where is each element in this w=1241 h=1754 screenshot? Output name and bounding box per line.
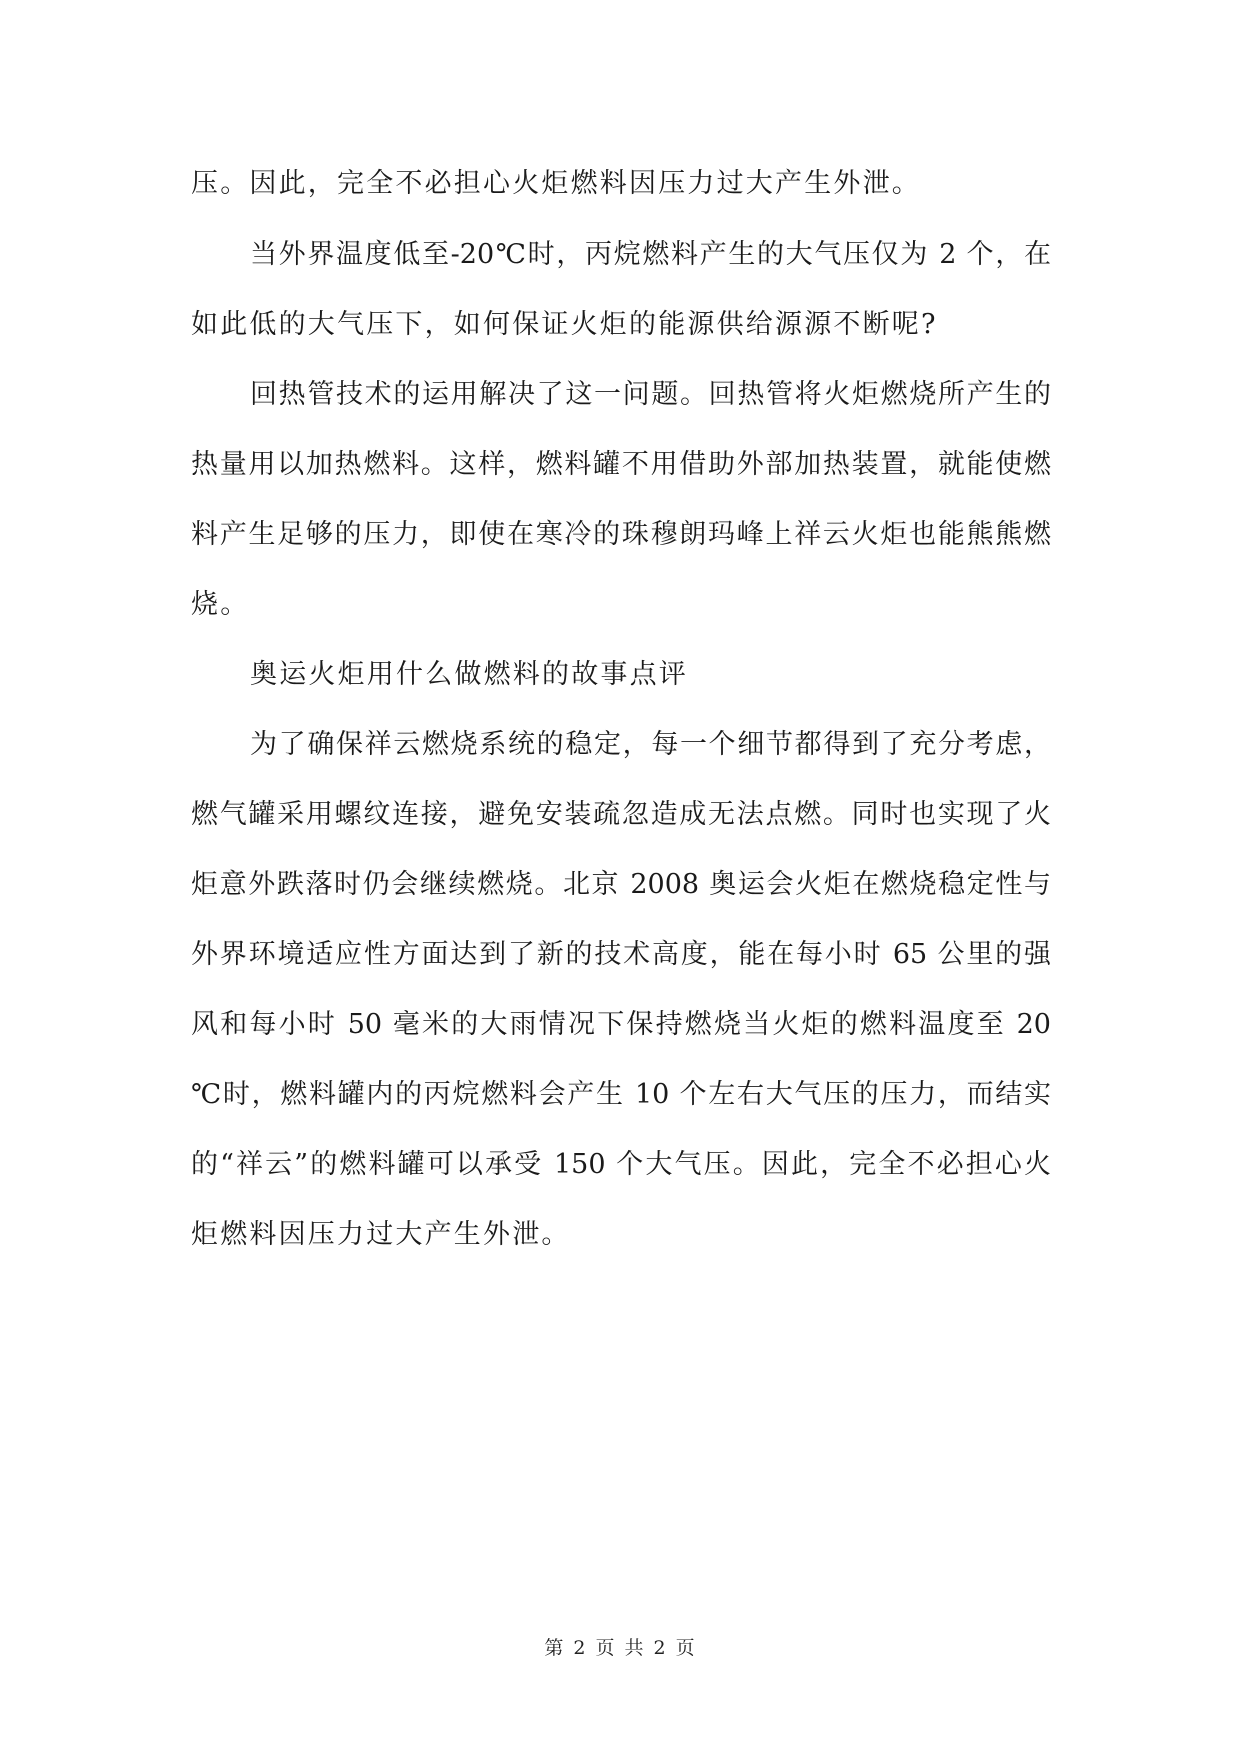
text-line: 压。因此，完全不必担心火炬燃料因压力过大产生外泄。 [191,168,921,199]
text-line: 的“祥云”的燃料罐可以承受 150 个大气压。因此，完全不必担心火 [191,1149,1051,1180]
text-line: 当外界温度低至-20℃时，丙烷燃料产生的大气压仅为 2 个，在 [250,239,1051,270]
text-line: 炬燃料因压力过大产生外泄。 [191,1219,571,1250]
text-line: 燃气罐采用螺纹连接，避免安装疏忽造成无法点燃。同时也实现了火 [191,799,1051,830]
text-line: 风和每小时 50 毫米的大雨情况下保持燃烧当火炬的燃料温度至 20 [191,1009,1051,1040]
text-line: 为了确保祥云燃烧系统的稳定，每一个细节都得到了充分考虑， [250,729,1051,760]
text-line: 回热管技术的运用解决了这一问题。回热管将火炬燃烧所产生的 [250,379,1051,410]
text-line: 烧。 [191,589,250,620]
section-heading: 奥运火炬用什么做燃料的故事点评 [250,659,688,690]
text-line: ℃时，燃料罐内的丙烷燃料会产生 10 个左右大气压的压力，而结实 [191,1079,1051,1110]
text-line: 料产生足够的压力，即使在寒冷的珠穆朗玛峰上祥云火炬也能熊熊燃 [191,519,1051,550]
text-line: 如此低的大气压下，如何保证火炬的能源供给源源不断呢? [191,309,938,340]
page-number-footer: 第 2 页 共 2 页 [544,1637,697,1659]
text-line: 炬意外跌落时仍会继续燃烧。北京 2008 奥运会火炬在燃烧稳定性与 [191,869,1051,900]
text-line: 热量用以加热燃料。这样，燃料罐不用借助外部加热装置，就能使燃 [191,449,1051,480]
text-line: 外界环境适应性方面达到了新的技术高度，能在每小时 65 公里的强 [191,939,1051,970]
